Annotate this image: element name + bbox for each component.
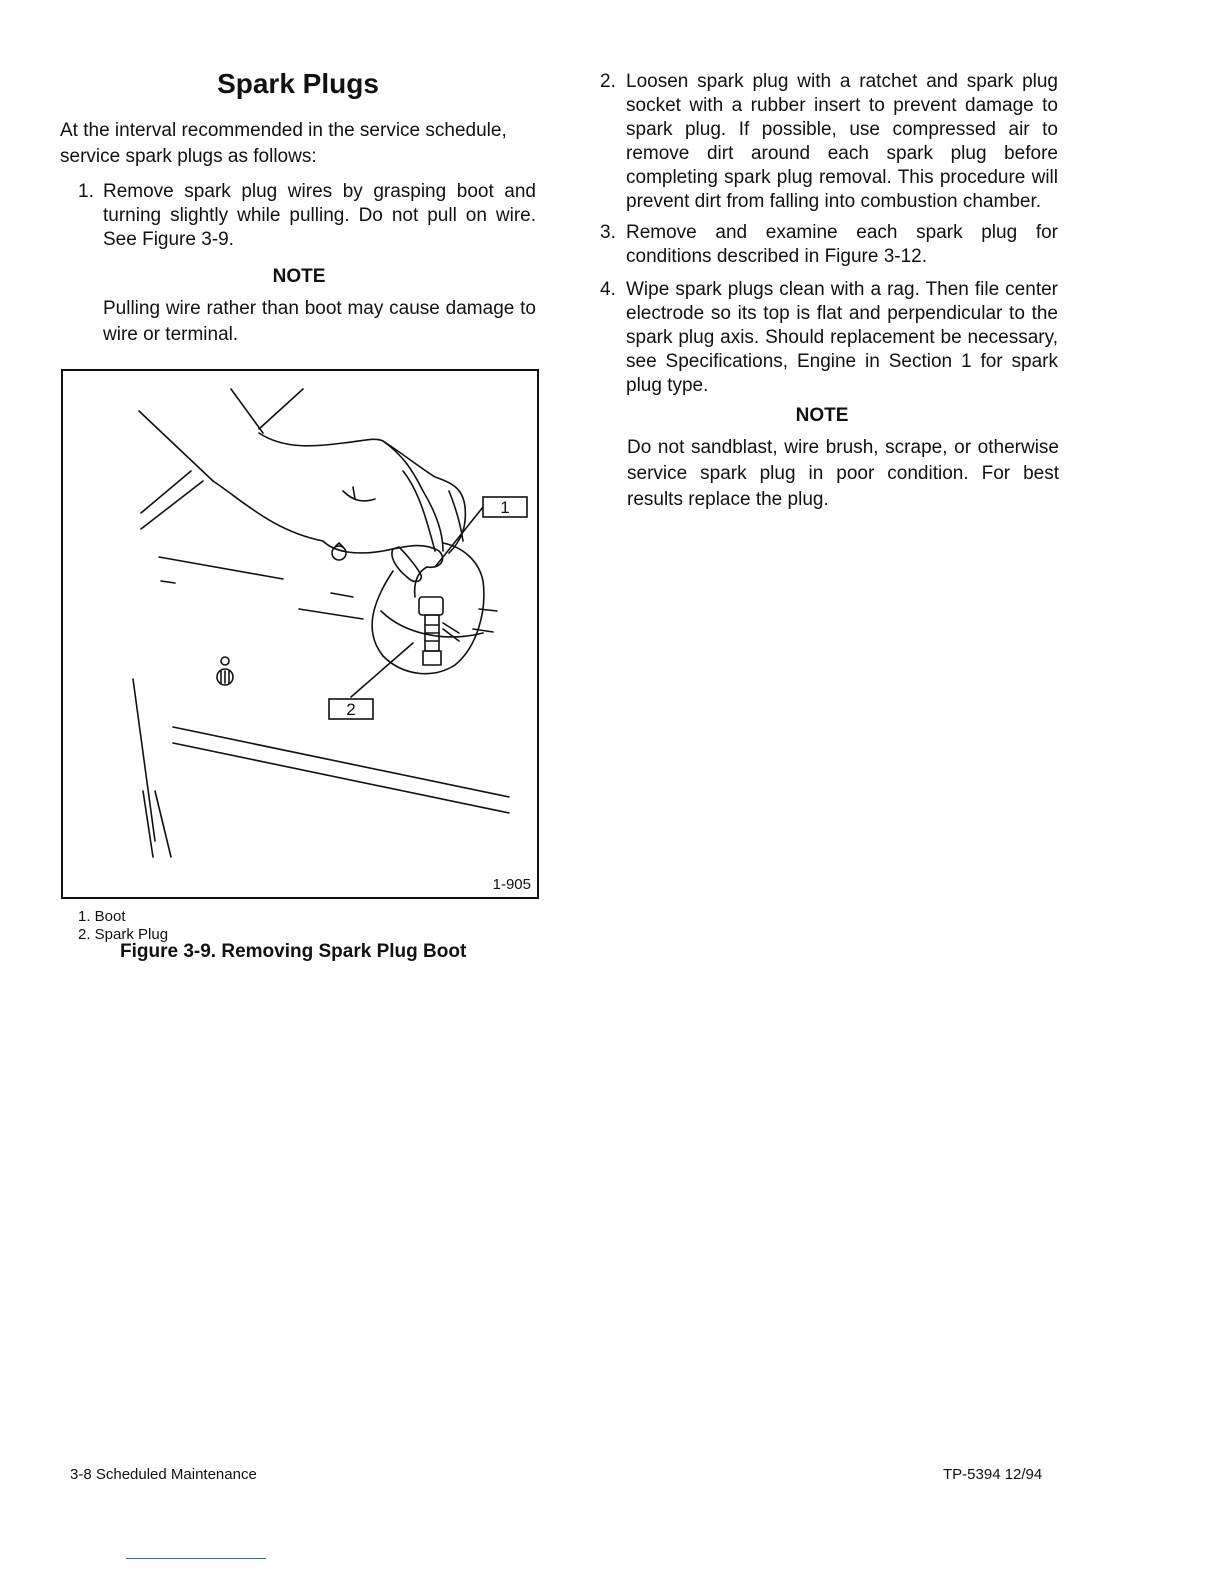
step-text: Loosen spark plug with a ratchet and spark plug socket with a rubber insert to prevent damage to spark plug. If possible, use compressed air to remove dirt around each spark plug before completing spark plug removal. This procedure will prevent dirt from falling into combustion chamber. [626,71,1058,212]
page-title: Spark Plugs [217,68,379,99]
callout-2-label: 2 [346,700,356,719]
step-text: Wipe spark plugs clean with a rag. Then file center electrode so its top is flat and perpendicular to the spark plug axis. Should replacement be necessary, see Specifications, Engine in Section 1 for spark plug type. [626,279,1058,396]
figure-id: 1-905 [492,876,531,893]
step-number: 3. [600,222,616,243]
footer-doc-id: TP-5394 12/94 [943,1466,1043,1483]
legend-item: 2. Spark Plug [78,926,169,943]
legend-item: 1. Boot [78,908,126,925]
figure-legend [78,908,168,944]
figure-illustration [61,369,539,899]
step-number: 4. [600,279,616,300]
note-text: Do not sandblast, wire brush, scrape, or otherwise service spark plug in poor condition. For best results replace the plug. [627,437,1059,510]
figure-caption: Figure 3-9. Removing Spark Plug Boot [120,941,467,962]
note-heading: NOTE [272,266,326,287]
step-text: Remove spark plug wires by grasping boot and turning slightly while pulling. Do not pull on wire. See Figure 3-9. [103,181,536,250]
step-number: 2. [600,71,616,92]
spark-plug-boot-drawing [63,371,537,897]
callout-2 [329,699,373,719]
divider [126,1558,266,1559]
callout-1-label: 1 [500,498,510,517]
step-number: 1. [78,181,94,202]
note-text: Pulling wire rather than boot may cause damage to wire or terminal. [103,298,536,345]
footer-section: 3-8 Scheduled Maintenance [70,1466,257,1483]
step-text: Remove and examine each spark plug for conditions described in Figure 3-12. [626,222,1058,267]
note-heading: NOTE [795,405,849,426]
callout-1 [483,497,527,517]
intro-paragraph: At the interval recommended in the service schedule, service spark plugs as follows: [60,120,507,167]
